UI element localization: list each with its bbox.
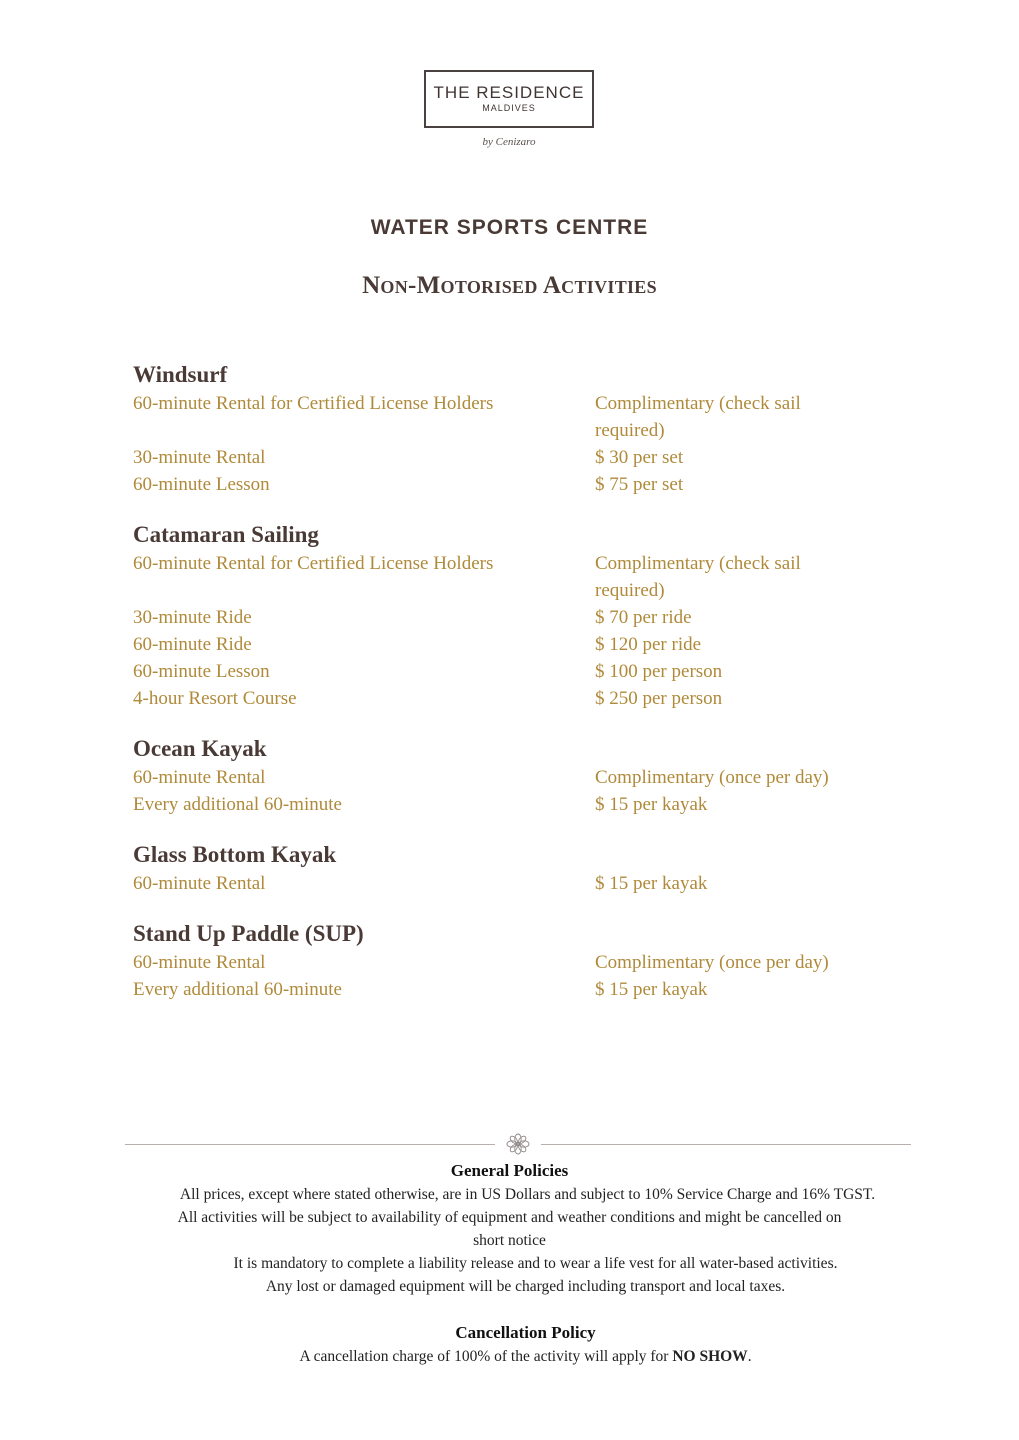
section-heading: Ocean Kayak: [133, 736, 267, 761]
activity-sections: [133, 360, 893, 1025]
activity-label: 60-minute Ride: [133, 634, 252, 655]
section-catamaran-sailing: [133, 520, 893, 712]
page-subtitle: Non-Motorised Activities: [362, 272, 657, 299]
activity-price: $ 15 per kayak: [595, 979, 708, 1000]
activity-price: $ 250 per person: [595, 688, 723, 709]
price-row: [133, 685, 893, 712]
activity-label: 4-hour Resort Course: [133, 688, 297, 709]
activity-label: 60-minute Rental: [133, 767, 266, 788]
cancellation-policy-text: [16, 1348, 1019, 1366]
divider-line-left: [125, 1144, 495, 1145]
activity-label: 30-minute Rental: [133, 447, 266, 468]
price-row: [133, 976, 893, 1003]
activity-price: Complimentary (check sail required): [595, 553, 801, 601]
logo-title: THE RESIDENCE: [433, 83, 585, 102]
price-row: [133, 791, 893, 818]
activity-price: $ 120 per ride: [595, 634, 702, 655]
policy-line: All prices, except where stated otherwise, are in US Dollars and subject to 10% Service Charge and 16% TGST.: [179, 1186, 876, 1203]
activity-label: 60-minute Rental: [133, 952, 266, 973]
price-row: [133, 949, 893, 976]
cancellation-end: .: [747, 1348, 752, 1365]
price-row: [133, 658, 893, 685]
section-stand-up-paddle: [133, 919, 893, 1003]
section-heading: Windsurf: [133, 362, 228, 387]
price-row: [133, 471, 893, 498]
activity-label: Every additional 60-minute: [133, 794, 342, 815]
policy-divider: [125, 1133, 911, 1155]
activity-label: 30-minute Ride: [133, 607, 252, 628]
no-show-emphasis: NO SHOW: [672, 1348, 748, 1365]
activity-price: Complimentary (once per day): [595, 952, 829, 973]
logo-by-line: by Cenizaro: [482, 136, 536, 148]
price-row: [133, 631, 893, 658]
divider-line-right: [541, 1144, 911, 1145]
policy-line: It is mandatory to complete a liability release and to wear a life vest for all water-based activities.: [233, 1255, 838, 1272]
section-heading: Glass Bottom Kayak: [133, 842, 337, 867]
section-windsurf: [133, 360, 893, 498]
section-heading: Catamaran Sailing: [133, 522, 319, 547]
cancellation-text: A cancellation charge of 100% of the activity will apply for: [299, 1348, 669, 1365]
price-row: [133, 870, 893, 897]
logo-subtitle: MALDIVES: [482, 103, 536, 113]
activity-label: 60-minute Rental for Certified License Holders: [133, 393, 494, 414]
activity-price: $ 100 per person: [595, 661, 723, 682]
section-ocean-kayak: [133, 734, 893, 818]
activity-price: $ 75 per set: [595, 474, 684, 495]
logo: [424, 70, 594, 128]
page-title: WATER SPORTS CENTRE: [370, 216, 649, 239]
flower-ornament-icon: [503, 1133, 533, 1155]
price-row: [133, 444, 893, 471]
activity-price: $ 30 per set: [595, 447, 684, 468]
section-heading: Stand Up Paddle (SUP): [133, 921, 364, 946]
policy-line: All activities will be subject to availability of equipment and weather conditions and might be cancelled on: [177, 1209, 842, 1226]
activity-price: $ 15 per kayak: [595, 873, 708, 894]
policy-line: Any lost or damaged equipment will be charged including transport and local taxes.: [265, 1278, 786, 1295]
price-row: [133, 390, 893, 444]
general-policies-heading: General Policies: [450, 1161, 569, 1180]
policy-line: short notice: [473, 1232, 546, 1249]
price-row: [133, 604, 893, 631]
activity-label: Every additional 60-minute: [133, 979, 342, 1000]
activity-price: $ 70 per ride: [595, 607, 692, 628]
activity-label: 60-minute Rental: [133, 873, 266, 894]
cancellation-policy-heading: Cancellation Policy: [455, 1323, 596, 1342]
section-glass-bottom-kayak: [133, 840, 893, 897]
activity-price: Complimentary (check sail required): [595, 393, 801, 441]
activity-label: 60-minute Lesson: [133, 474, 270, 495]
activity-label: 60-minute Rental for Certified License Holders: [133, 553, 494, 574]
price-row: [133, 764, 893, 791]
activity-price: $ 15 per kayak: [595, 794, 708, 815]
price-row: [133, 550, 893, 604]
activity-label: 60-minute Lesson: [133, 661, 270, 682]
activity-price: Complimentary (once per day): [595, 767, 829, 788]
